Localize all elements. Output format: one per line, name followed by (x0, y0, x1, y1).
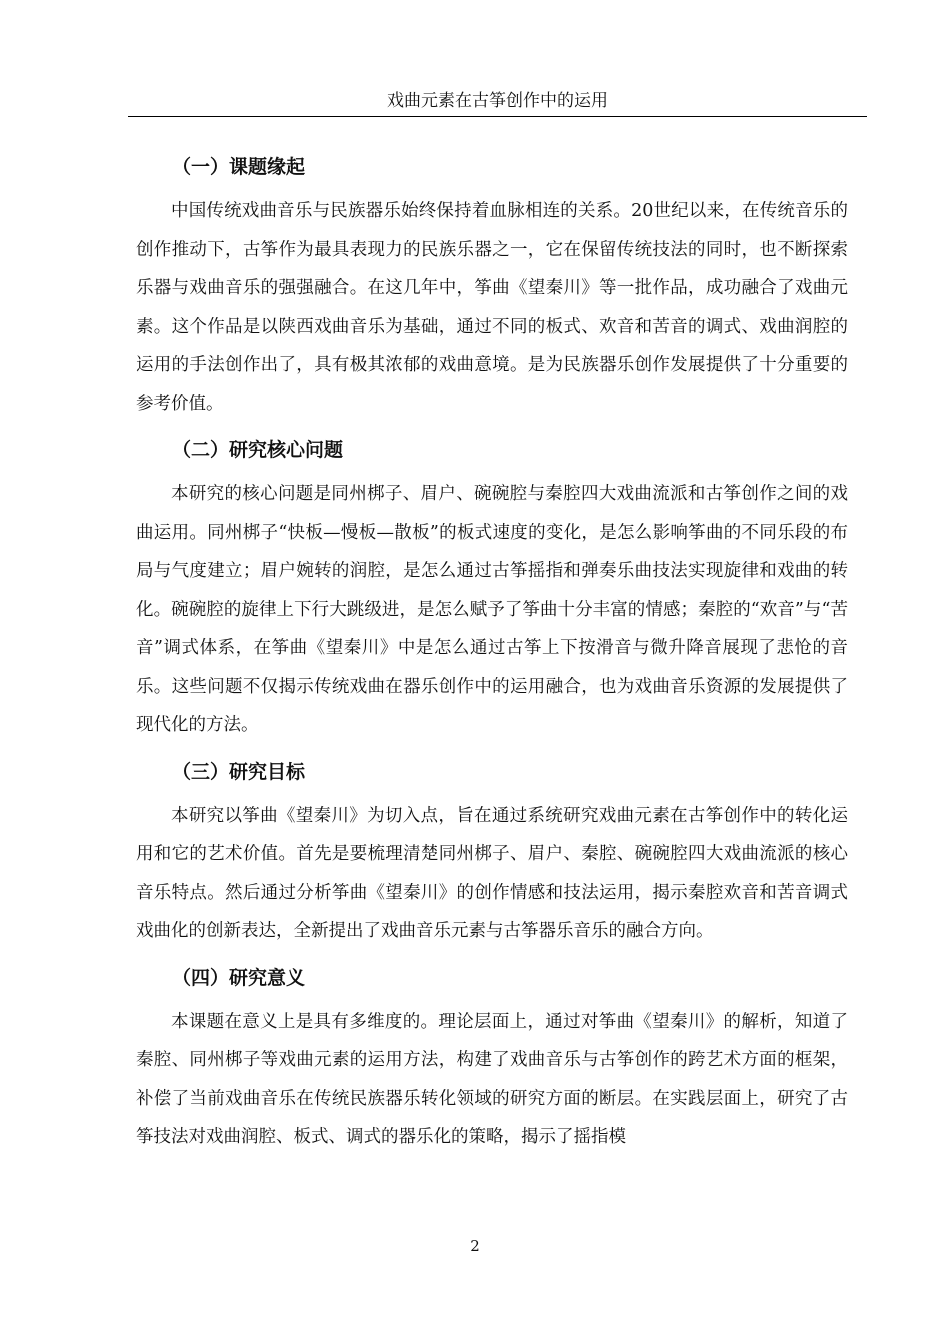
section-heading-significance: （四）研究意义 (172, 966, 306, 989)
paragraph-origin: 中国传统戏曲音乐与民族器乐始终保持着血脉相连的关系。20世纪以来，在传统音乐的创作推动下，古筝作为最具表现力的民族乐器之一，它在保留传统技法的同时，也不断探索乐器与戏曲音乐的强强融合。在这几年中，筝曲《望秦川》等一批作品，成功融合了戏曲元素。这个作品是以陕西戏曲音乐为基础，通过不同的板式、欢音和苦音的调式、戏曲润腔的运用的手法创作出了，具有极其浓郁的戏曲意境。是为民族器乐创作发展提供了十分重要的参考价值。 (136, 201, 848, 414)
section-heading-goals: （三）研究目标 (172, 760, 306, 783)
section-heading-origin: （一）课题缘起 (172, 156, 306, 178)
section-heading-core-questions: （二）研究核心问题 (172, 439, 344, 461)
document-body (136, 146, 848, 1163)
running-header: 戏曲元素在古筝创作中的运用 (128, 88, 867, 117)
paragraph-core-questions: 本研究的核心问题是同州梆子、眉户、碗碗腔与秦腔四大戏曲流派和古筝创作之间的戏曲运用。同州梆子“快板—慢板—散板”的板式速度的变化，是怎么影响筝曲的不同乐段的布局与气度建立；眉户婉转的润腔，是怎么通过古筝摇指和弹奏乐曲技法实现旋律和戏曲的转化。碗碗腔的旋律上下行大跳级进，是怎么赋予了筝曲十分丰富的情感；秦腔的“欢音”与“苦音”调式体系，在筝曲《望秦川》中是怎么通过古筝上下按滑音与微升降音展现了悲怆的音乐。这些问题不仅揭示传统戏曲在器乐创作中的运用融合，也为戏曲音乐资源的发展提供了现代化的方法。 (136, 484, 848, 735)
paragraph-goals: 本研究以筝曲《望秦川》为切入点，旨在通过系统研究戏曲元素在古筝创作中的转化运用和它的艺术价值。首先是要梳理清楚同州梆子、眉户、秦腔、碗碗腔四大戏曲流派的核心音乐特点。然后通过分析筝曲《望秦川》的创作情感和技法运用，揭示秦腔欢音和苦音调式戏曲化的创新表达，全新提出了戏曲音乐元素与古筝器乐音乐的融合方向。 (136, 805, 848, 941)
page-number: 2 (470, 1237, 480, 1255)
paragraph-significance: 本课题在意义上是具有多维度的。理论层面上，通过对筝曲《望秦川》的解析，知道了秦腔、同州梆子等戏曲元素的运用方法，构建了戏曲音乐与古筝创作的跨艺术方面的框架，补偿了当前戏曲音乐在传统民族器乐转化领域的研究方面的断层。在实践层面上，研究了古筝技法对戏曲润腔、板式、调式的器乐化的策略，揭示了摇指模 (136, 1011, 848, 1147)
